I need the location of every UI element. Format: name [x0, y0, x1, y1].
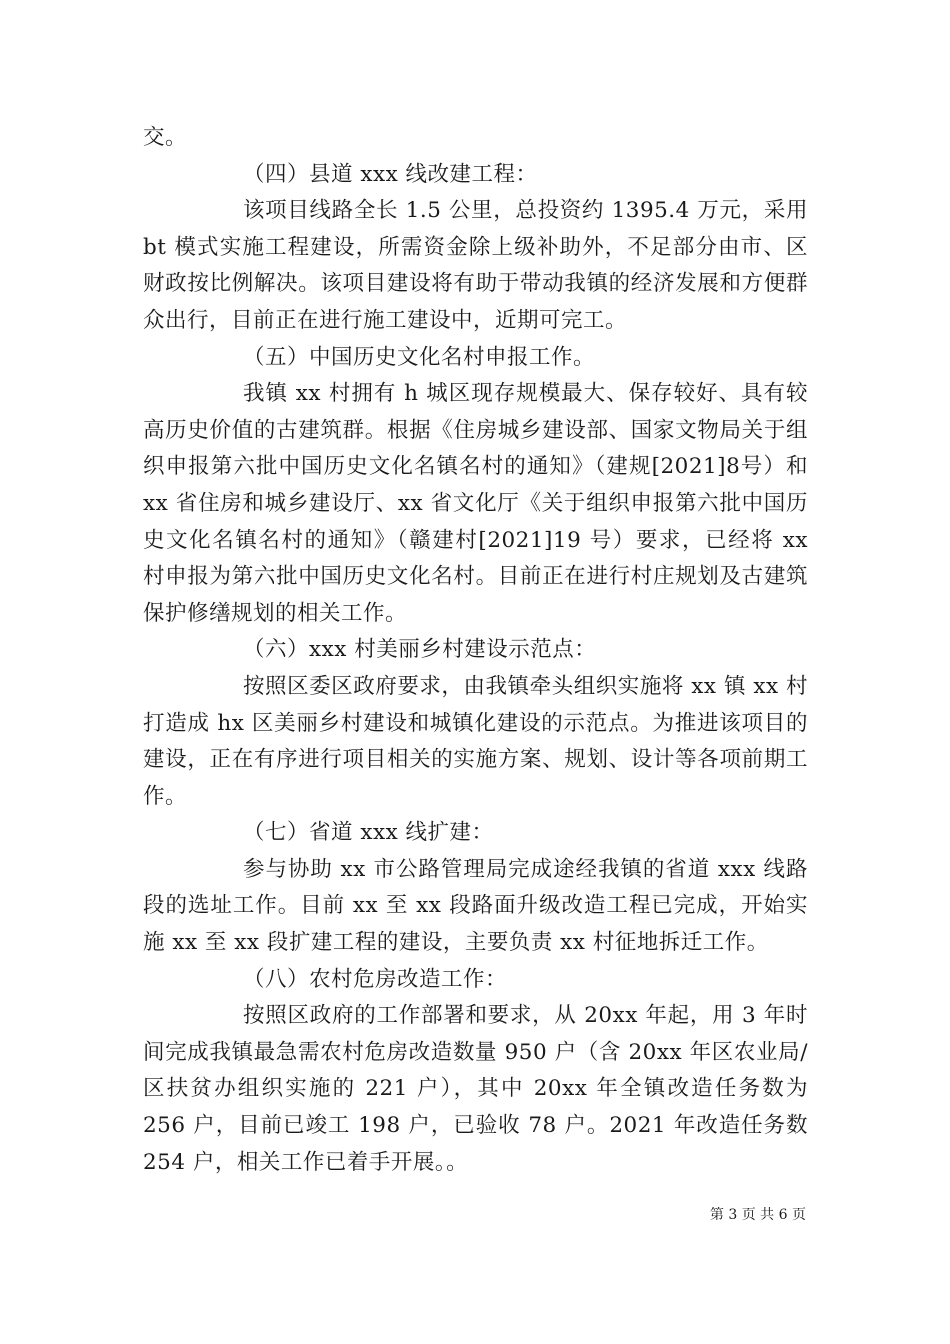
section-body-8: 按照区政府的工作部署和要求，从 20xx 年起，用 3 年时间完成我镇最急需农村危房改造数量 950 户（含 20xx 年区农业局/区扶贫办组织实施的 221 户），其中 20xx 年全镇改造任务数为 256 户，目前已竣工 198 户，已验收 78 户。2021 年改造任务数 254 户，相关工作已着手开展。。 — [143, 1003, 808, 1175]
section-body-6: 按照区委区政府要求，由我镇牵头组织实施将 xx 镇 xx 村打造成 hx 区美丽乡村建设和城镇化建设的示范点。为推进该项目的建设，正在有序进行项目相关的实施方案、规划、设计等各项前期工作。 — [143, 673, 808, 809]
section-body-7: 参与协助 xx 市公路管理局完成途经我镇的省道 xxx 线路段的选址工作。目前 xx 至 xx 段路面升级改造工程已完成，开始实施 xx 至 xx 段扩建工程的建设，主要负责 xx 村征地拆迁工作。 — [143, 856, 808, 956]
section-heading-4: （四）县道 xxx 线改建工程： — [243, 161, 538, 187]
page-number-footer: 第 3 页 共 6 页 — [709, 1207, 806, 1223]
document-body — [143, 120, 808, 1181]
section-body-5: 我镇 xx 村拥有 h 城区现存规模最大、保存较好、具有较高历史价值的古建筑群。根据《住房城乡建设部、国家文物局关于组织申报第六批中国历史文化名镇名村的通知》（建规[2021]8号）和 xx 省住房和城乡建设厅、xx 省文化厅《关于组织申报第六批中国历史文化名镇名村的通知》（赣建村[2021]19 号）要求，已经将 xx 村申报为第六批中国历史文化名村。目前正在进行村庄规划及古建筑保护修缮规划的相关工作。 — [143, 381, 808, 626]
section-body-4: 该项目线路全长 1.5 公里，总投资约 1395.4 万元，采用 bt 模式实施工程建设，所需资金除上级补助外，不足部分由市、区财政按比例解决。该项目建设将有助于带动我镇的经济发展和方便群众出行，目前正在进行施工建设中，近期可完工。 — [143, 198, 808, 333]
section-heading-5: （五）中国历史文化名村申报工作。 — [243, 344, 596, 370]
section-heading-8: （八）农村危房改造工作： — [243, 966, 508, 992]
paragraph-continuation: 交。 — [143, 125, 188, 150]
section-heading-6: （六）xxx 村美丽乡村建设示范点： — [243, 637, 597, 663]
section-heading-7: （七）省道 xxx 线扩建： — [243, 820, 494, 846]
